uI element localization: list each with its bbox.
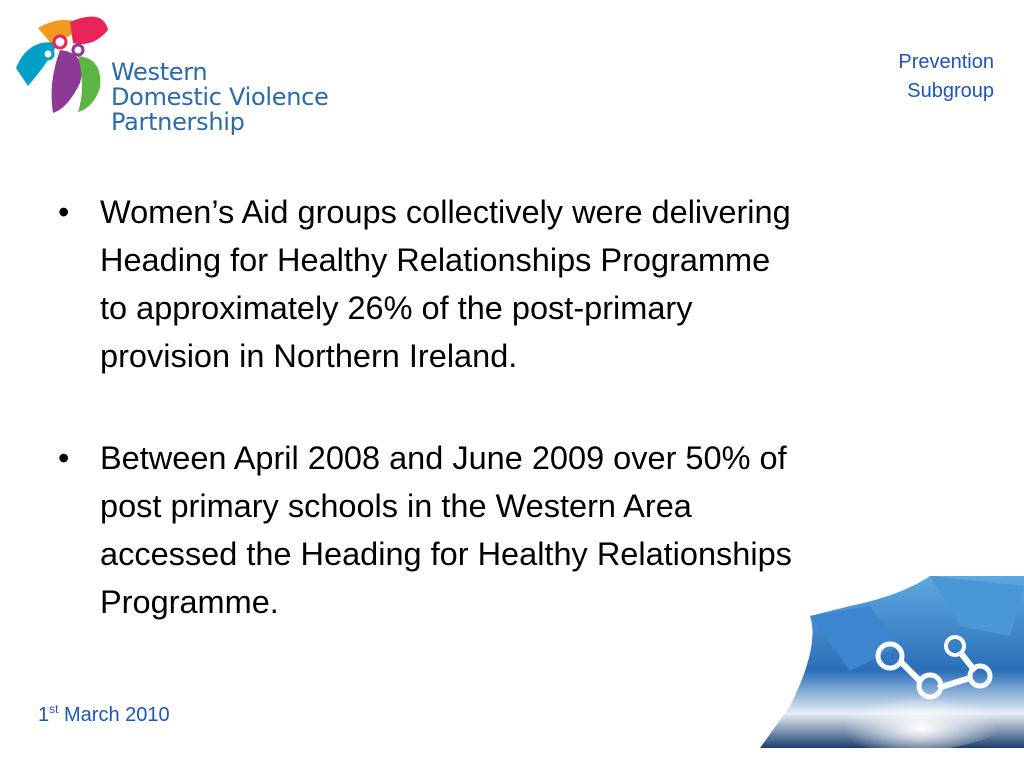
date-suffix: st — [49, 702, 59, 716]
bullet-line: Between April 2008 and June 2009 over 50% of — [100, 440, 787, 476]
people-figures-icon — [8, 8, 118, 118]
bullet-line: Women’s Aid groups collectively were delivering — [100, 194, 791, 230]
partnership-logo — [8, 8, 329, 136]
bullet-line: accessed the Heading for Healthy Relationships — [100, 536, 792, 572]
subgroup-title — [898, 48, 994, 106]
logo-wordmark — [111, 60, 328, 135]
logo-line: Domestic Violence — [111, 83, 329, 111]
date-day: 1 — [38, 704, 50, 726]
bullet-line: Heading for Healthy Relationships Programme — [100, 242, 771, 278]
sky-decoration-image — [760, 576, 1024, 748]
date-rest: March 2010 — [58, 704, 170, 726]
bullet-marker: • — [58, 440, 70, 476]
bullet-line: post primary schools in the Western Area — [100, 488, 692, 524]
subgroup-title-line: Prevention — [898, 51, 994, 73]
logo-line: Western — [111, 58, 208, 86]
bullet-line: provision in Northern Ireland. — [100, 338, 518, 374]
bullet-list — [58, 188, 978, 626]
logo-line: Partnership — [111, 108, 245, 136]
bullet-marker: • — [58, 194, 70, 230]
bullet-line: to approximately 26% of the post-primary — [100, 290, 693, 326]
slide-date — [38, 704, 170, 727]
bullet-line: Programme. — [100, 584, 279, 620]
bullet-item — [58, 188, 978, 380]
subgroup-title-line: Subgroup — [907, 80, 994, 102]
